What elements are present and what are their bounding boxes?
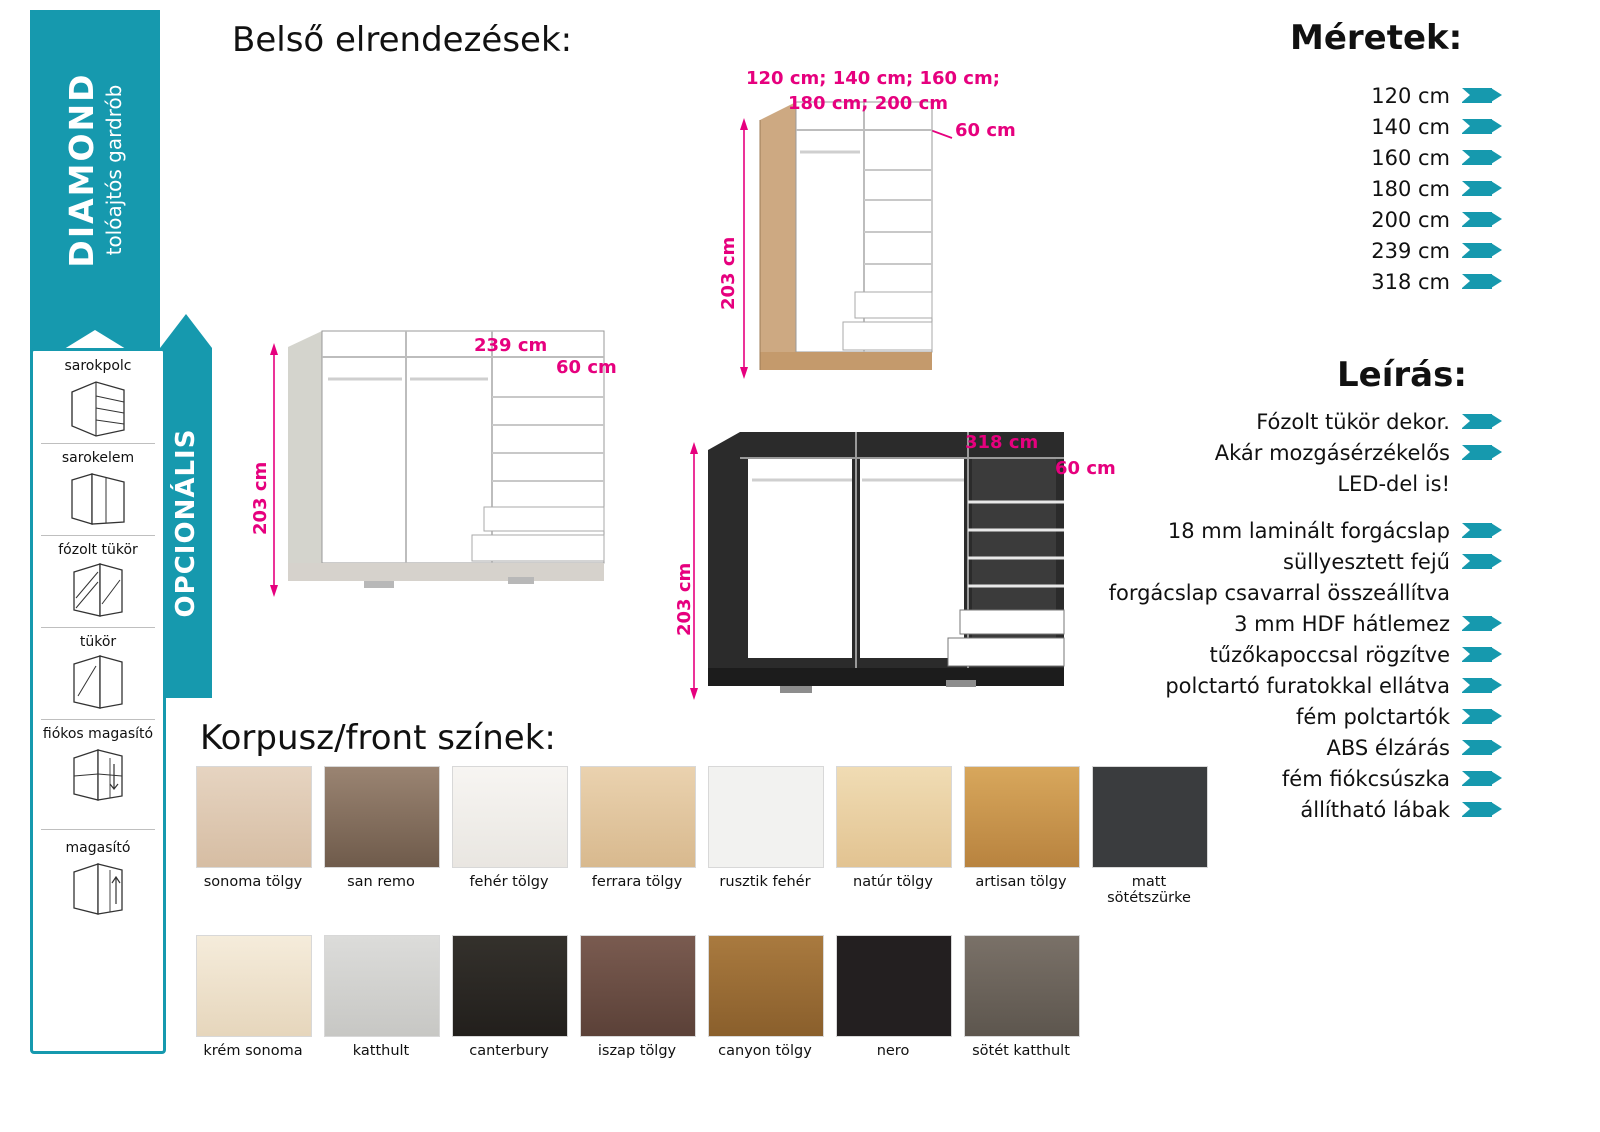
- bullet-arrow-icon: [1462, 181, 1502, 196]
- optional-divider: [41, 443, 155, 444]
- optional-item-label: fózolt tükör: [58, 542, 138, 558]
- description-text: állítható lábak: [1300, 797, 1450, 822]
- size-row: [1202, 80, 1502, 111]
- heading-colors: Korpusz/front színek:: [200, 718, 556, 758]
- wardrobe-figure-medium: [236, 325, 656, 615]
- drawer-topbox-icon: [66, 742, 130, 806]
- swatch-color: [964, 935, 1080, 1037]
- color-swatches: [196, 766, 1236, 1060]
- swatch-sonoma-tolgy[interactable]: [196, 766, 310, 907]
- bullet-arrow-icon: [1462, 802, 1502, 817]
- swatch-artisan-tolgy[interactable]: [964, 766, 1078, 907]
- optional-divider: [41, 719, 155, 720]
- beveled-mirror-icon: [66, 558, 130, 622]
- swatch-label: nero: [876, 1042, 910, 1059]
- optional-divider: [41, 829, 155, 830]
- wardrobe-figure-large: [660, 418, 1130, 718]
- swatch-label: rusztik fehér: [719, 874, 811, 890]
- size-label: 200 cm: [1371, 207, 1450, 232]
- wardrobe-figure-small: [700, 60, 1080, 400]
- swatch-color: [452, 935, 568, 1037]
- swatch-label: katthult: [352, 1042, 410, 1059]
- bullet-arrow-icon: [1462, 119, 1502, 134]
- swatch-row-1: [196, 766, 1236, 907]
- swatch-color: [196, 935, 312, 1037]
- size-row: [1202, 111, 1502, 142]
- swatch-label: sötét katthult: [972, 1042, 1070, 1059]
- bullet-arrow-icon: [1462, 554, 1502, 569]
- description-text: süllyesztett fejű: [1283, 549, 1450, 574]
- optional-tab: [160, 348, 212, 698]
- size-label: 318 cm: [1371, 269, 1450, 294]
- description-text: ABS élzárás: [1326, 735, 1450, 760]
- swatch-ferrara-tolgy[interactable]: [580, 766, 694, 907]
- swatch-katthult[interactable]: [324, 935, 438, 1060]
- optional-divider: [41, 627, 155, 628]
- optional-tab-arrow: [160, 314, 212, 348]
- optional-item-label: sarokelem: [61, 450, 135, 466]
- corner-shelf-icon: [66, 374, 130, 438]
- brand-ribbon: [30, 10, 160, 330]
- swatch-canterbury[interactable]: [452, 935, 566, 1060]
- swatch-label: canterbury: [469, 1042, 549, 1059]
- description-text: 18 mm laminált forgácslap: [1167, 518, 1450, 543]
- large-depth-label: 60 cm: [1055, 458, 1116, 479]
- optional-item-fozolt-tukor: [33, 543, 163, 622]
- swatch-color: [1092, 766, 1208, 868]
- brand-ribbon-text: [30, 10, 160, 330]
- optional-tab-label: OPCIONÁLIS: [171, 428, 201, 618]
- optional-divider: [41, 535, 155, 536]
- optional-items-box: [30, 348, 166, 1054]
- bullet-arrow-icon: [1462, 212, 1502, 227]
- bullet-arrow-icon: [1462, 678, 1502, 693]
- description-text: Akár mozgásérzékelős: [1214, 440, 1450, 465]
- small-width-line1: 120 cm; 140 cm; 160 cm;: [746, 68, 1000, 89]
- swatch-label: ferrara tölgy: [591, 874, 683, 890]
- optional-item-fiokos-magasito: [33, 727, 163, 806]
- swatch-nero[interactable]: [836, 935, 950, 1060]
- large-width-label: 318 cm: [965, 432, 1039, 453]
- optional-item-sarokelem: [33, 451, 163, 530]
- swatch-label: krém sonoma: [203, 1042, 303, 1059]
- description-text: LED-del is!: [1337, 471, 1450, 496]
- size-label: 180 cm: [1371, 176, 1450, 201]
- bullet-arrow-icon: [1462, 709, 1502, 724]
- swatch-san-remo[interactable]: [324, 766, 438, 907]
- optional-item-tukor: [33, 635, 163, 714]
- size-label: 120 cm: [1371, 83, 1450, 108]
- optional-item-label: magasító: [65, 840, 131, 856]
- optional-item-sarokpolc: [33, 359, 163, 438]
- swatch-feher-tolgy[interactable]: [452, 766, 566, 907]
- bullet-arrow-icon: [1462, 274, 1502, 289]
- size-row: [1202, 173, 1502, 204]
- size-label: 160 cm: [1371, 145, 1450, 170]
- large-height-label: 203 cm: [674, 562, 695, 636]
- swatch-label: sonoma tölgy: [203, 874, 303, 890]
- corner-unit-icon: [66, 466, 130, 530]
- swatch-rusztik-feher[interactable]: [708, 766, 822, 907]
- small-width-line2: 180 cm; 200 cm: [788, 93, 948, 114]
- swatch-color: [836, 935, 952, 1037]
- bullet-arrow-icon: [1462, 523, 1502, 538]
- swatch-canyon-tolgy[interactable]: [708, 935, 822, 1060]
- swatch-iszap-tolgy[interactable]: [580, 935, 694, 1060]
- heading-description: Leírás:: [1337, 355, 1467, 395]
- swatch-color: [836, 766, 952, 868]
- bullet-arrow-icon: [1462, 150, 1502, 165]
- description-text: fém polctartók: [1296, 704, 1450, 729]
- swatch-color: [580, 766, 696, 868]
- swatch-label: canyon tölgy: [718, 1042, 812, 1059]
- swatch-color: [196, 766, 312, 868]
- swatch-color: [580, 935, 696, 1037]
- size-label: 140 cm: [1371, 114, 1450, 139]
- bullet-arrow-icon: [1462, 647, 1502, 662]
- description-text: polctartó furatokkal ellátva: [1165, 673, 1450, 698]
- swatch-color: [452, 766, 568, 868]
- optional-item-label: fiókos magasító: [42, 726, 154, 742]
- swatch-label: artisan tölgy: [975, 874, 1067, 890]
- bullet-arrow-icon: [1462, 771, 1502, 786]
- small-height-label: 203 cm: [718, 236, 739, 310]
- swatch-row-2: [196, 935, 1236, 1060]
- size-row: [1202, 235, 1502, 266]
- description-text: Fózolt tükör dekor.: [1256, 409, 1450, 434]
- description-row: [1032, 732, 1502, 763]
- swatch-color: [324, 935, 440, 1037]
- heading-layouts: Belső elrendezések:: [232, 20, 573, 60]
- bullet-arrow-icon: [1462, 88, 1502, 103]
- bullet-arrow-icon: [1462, 414, 1502, 429]
- optional-item-magasito: [33, 841, 163, 920]
- mirror-icon: [66, 650, 130, 714]
- topbox-icon: [66, 856, 130, 920]
- swatch-color: [708, 935, 824, 1037]
- bullet-arrow-icon: [1462, 445, 1502, 460]
- medium-height-label: 203 cm: [250, 461, 271, 535]
- swatch-label: iszap tölgy: [597, 1042, 677, 1059]
- size-row: [1202, 204, 1502, 235]
- bullet-arrow-icon: [1462, 243, 1502, 258]
- description-text: tűzőkapoccsal rögzítve: [1209, 642, 1450, 667]
- size-label: 239 cm: [1371, 238, 1450, 263]
- medium-width-label: 239 cm: [474, 335, 548, 356]
- bullet-arrow-icon: [1462, 740, 1502, 755]
- heading-sizes: Méretek:: [1290, 18, 1463, 58]
- optional-item-label: sarokpolc: [64, 358, 132, 374]
- brand-subtitle: tolóajtós gardrób: [102, 84, 127, 256]
- size-row: [1202, 142, 1502, 173]
- swatch-natur-tolgy[interactable]: [836, 766, 950, 907]
- size-row: [1202, 266, 1502, 297]
- optional-item-label: tükör: [79, 634, 117, 650]
- brand-title: DIAMOND: [61, 72, 101, 268]
- medium-depth-label: 60 cm: [556, 357, 617, 378]
- swatch-sotet-katthult[interactable]: [964, 935, 1078, 1060]
- swatch-label: san remo: [347, 874, 415, 890]
- small-depth-label: 60 cm: [955, 120, 1016, 141]
- swatch-label: fehér tölgy: [469, 874, 549, 890]
- description-text: fém fiókcsúszka: [1281, 766, 1450, 791]
- swatch-krem-sonoma[interactable]: [196, 935, 310, 1060]
- swatch-label: matt sötétszürke: [1107, 874, 1191, 906]
- bullet-arrow-icon: [1462, 616, 1502, 631]
- swatch-color: [708, 766, 824, 868]
- swatch-color: [324, 766, 440, 868]
- description-text: forgácslap csavarral összeállítva: [1108, 580, 1450, 605]
- description-text: 3 mm HDF hátlemez: [1234, 611, 1450, 636]
- sizes-list: [1202, 80, 1502, 297]
- swatch-matt-sotetszurke[interactable]: [1092, 766, 1206, 907]
- swatch-color: [964, 766, 1080, 868]
- swatch-label: natúr tölgy: [853, 874, 933, 890]
